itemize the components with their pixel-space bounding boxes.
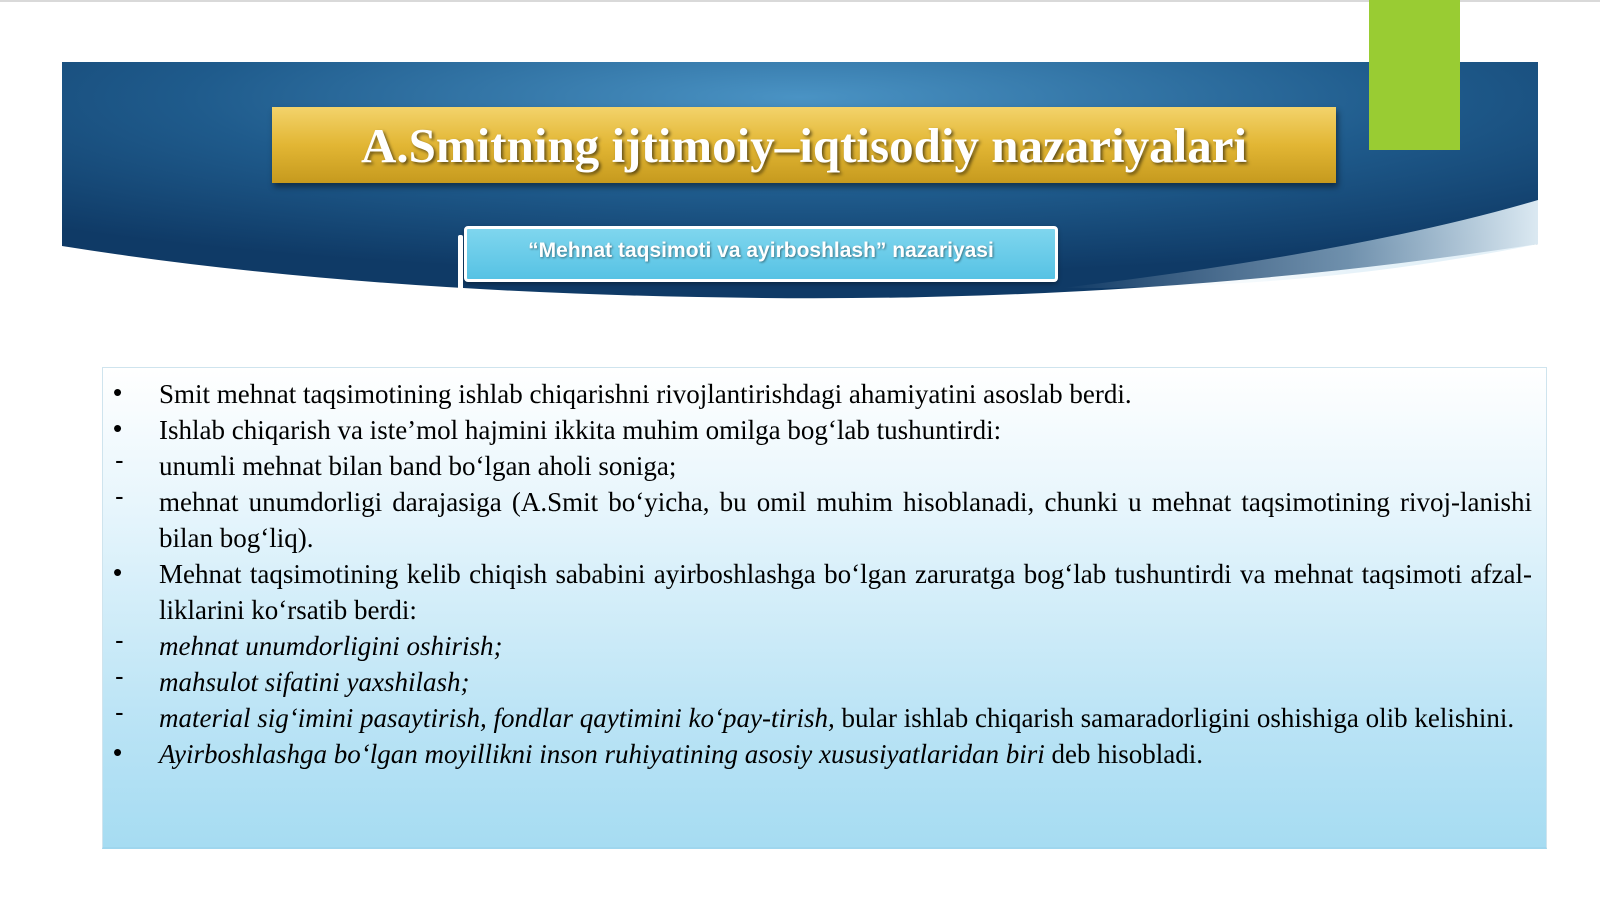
item-text: Ishlab chiqarish va iste’mol hajmini ikkita muhim omilga bog‘lab tushuntirdi:	[159, 415, 1002, 445]
item-text: deb hisobladi.	[1044, 739, 1203, 769]
subtitle-box	[464, 226, 1058, 282]
list-item	[103, 445, 1546, 484]
item-text: Smit mehnat taqsimotining ishlab chiqarishni rivojlantirishdagi ahamiyatini asoslab berdi.	[159, 379, 1132, 409]
item-text: mehnat unumdorligi darajasiga (A.Smit bo‘yicha, bu omil muhim hisoblanadi, chunki u mehnat taqsimotining rivoj-lanishi bilan bog‘liq).	[159, 487, 1532, 553]
dash-marker: -	[115, 697, 124, 727]
slide-subtitle: “Mehnat taqsimoti va ayirboshlash” nazariyasi	[528, 239, 994, 262]
list-item	[103, 376, 1546, 412]
dash-marker: -	[115, 661, 124, 691]
bullet-marker: •	[113, 557, 123, 587]
bullet-marker: •	[113, 377, 123, 407]
content-box	[102, 367, 1547, 849]
item-text: material sig‘imini pasaytirish, fondlar qaytimini ko‘pay-tirish,	[159, 703, 835, 733]
list-item	[103, 625, 1546, 664]
item-text: Ayirboshlashga bo‘lgan moyillikni inson ruhiyatining asosiy xususiyatlaridan biri	[159, 739, 1045, 769]
dash-marker: -	[115, 625, 124, 655]
title-box	[272, 107, 1336, 183]
top-border-line	[0, 0, 1600, 2]
dash-marker: -	[115, 481, 124, 511]
list-item	[103, 661, 1546, 700]
list-item	[103, 736, 1546, 772]
dash-marker: -	[115, 445, 124, 475]
item-text: bular ishlab chiqarish samaradorligini oshishiga olib kelishini.	[834, 703, 1515, 733]
item-text: mahsulot sifatini yaxshilash;	[159, 667, 470, 697]
accent-green-tab	[1369, 0, 1460, 150]
list-item	[103, 412, 1546, 448]
list-item	[103, 556, 1546, 628]
item-text: unumli mehnat bilan band bo‘lgan aholi soniga;	[159, 451, 677, 481]
item-text: mehnat unumdorligini oshirish;	[159, 631, 503, 661]
content-list	[103, 376, 1546, 772]
bullet-marker: •	[113, 413, 123, 443]
item-text: Mehnat taqsimotining kelib chiqish sababini ayirboshlashga bo‘lgan zaruratga bog‘lab tushuntirdi va mehnat taqsimoti afzal-liklarini ko‘rsatib berdi:	[159, 559, 1532, 625]
bullet-marker: •	[113, 737, 123, 767]
list-item	[103, 697, 1546, 736]
list-item	[103, 481, 1546, 556]
slide-title: A.Smitning ijtimoiy–iqtisodiy nazariyalari	[360, 117, 1248, 173]
